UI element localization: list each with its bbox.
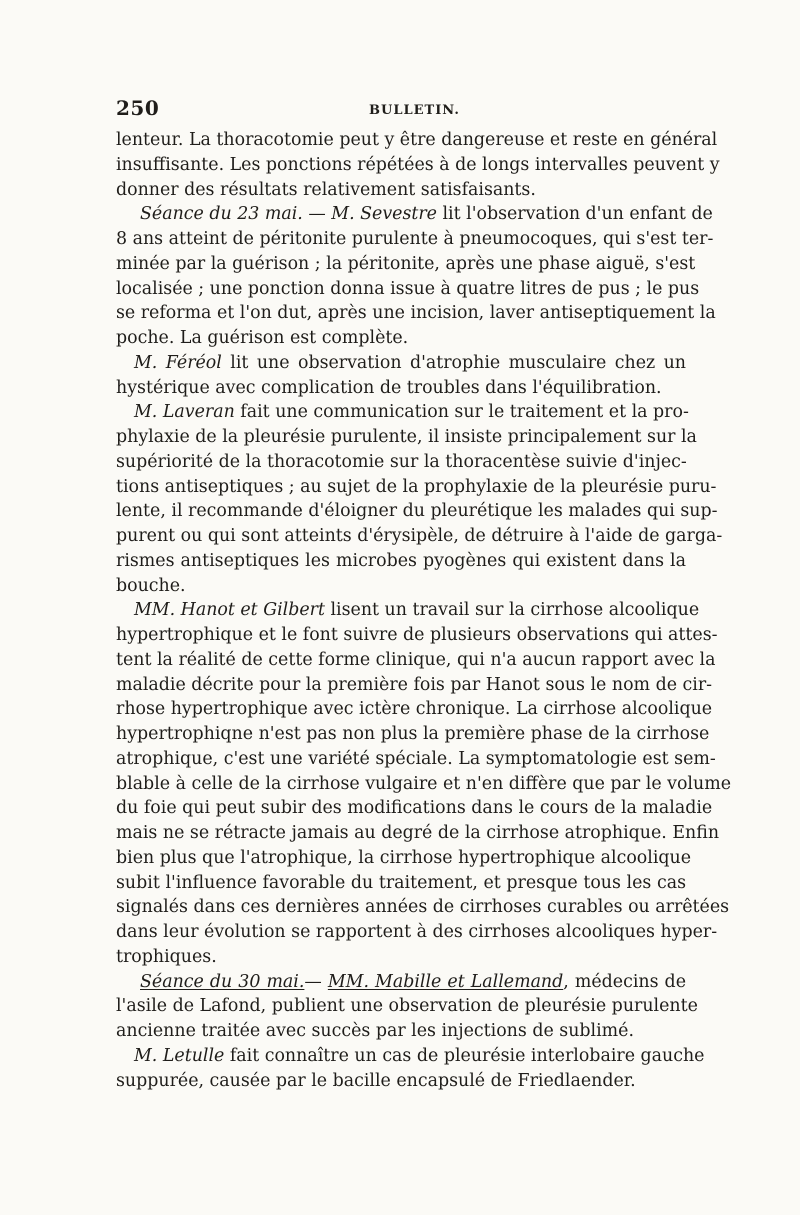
text-line: supériorité de la thoracotomie sur la thoracentèse suivie d'injec- — [116, 451, 687, 472]
running-head: BULLETIN. — [369, 103, 460, 118]
text-line: lenteur. La thoracotomie peut y être dangereuse et reste en général — [116, 130, 718, 150]
text-line: l'asile de Lafond, publient une observation de pleurésie purulente — [116, 996, 698, 1017]
text-line: maladie décrite pour la première fois par Hanot sous le nom de cir- — [116, 674, 713, 695]
text-line: du foie qui peut subir des modifications dans le cours de la maladie — [116, 798, 713, 819]
text-line: signalés dans ces dernières années de cirrhoses curables ou arrêtées — [116, 897, 730, 918]
text-line: rismes antiseptiques les microbes pyogènes qui existent dans la — [116, 550, 686, 571]
text-line: purent ou qui sont atteints d'érysipèle, de détruire à l'aide de garga- — [116, 526, 723, 546]
text-fragment: fait une communication sur le traitement et la pro- — [234, 402, 689, 423]
text-line: hypertrophiqne n'est pas non plus la première phase de la cirrhose — [116, 724, 710, 744]
text-line: 8 ans atteint de péritonite purulente à pneumocoques, qui s'est ter- — [116, 229, 714, 249]
text-line: blable à celle de la cirrhose vulgaire et n'en diffère que par le volume — [116, 773, 731, 794]
dash: — — [302, 204, 332, 225]
paragraph-first-line — [116, 400, 689, 425]
text-line: hypertrophique et le font suivre de plusieurs observations qui attes- — [116, 625, 718, 645]
text-line: se reforma et l'on dut, après une incision, laver antiseptiquement la — [116, 303, 716, 324]
speaker-name: M. Letulle — [134, 1045, 225, 1066]
text-line: donner des résultats relativement satisfaisants. — [116, 179, 536, 200]
text-line: localisée ; une ponction donna issue à quatre litres de pus ; le pus — [116, 278, 700, 299]
text-line: tent la réalité de cette forme clinique, qui n'a aucun rapport avec la — [116, 649, 716, 670]
text-line: phylaxie de la pleurésie purulente, il insiste principalement sur la — [116, 427, 697, 447]
text-fragment: lit l'observation d'un enfant de — [436, 204, 713, 225]
text-line: mais ne se rétracte jamais au degré de la cirrhose atrophique. Enfin — [116, 823, 720, 843]
text-fragment: fait connaître un cas de pleurésie interlobaire gauche — [224, 1045, 705, 1066]
text-line: lente, il recommande d'éloigner du pleurétique les malades qui sup- — [116, 501, 718, 522]
text-line: insuffisante. Les ponctions répétées à de longs intervalles peuvent y — [116, 154, 720, 175]
text-fragment: lit une observation d'atrophie musculaire chez un — [221, 352, 687, 373]
text-line: bien plus que l'atrophique, la cirrhose hypertrophique alcoolique — [116, 847, 692, 868]
text-line: bouche. — [116, 575, 186, 596]
paragraph-first-line — [116, 598, 700, 623]
text-line: rhose hypertrophique avec ictère chronique. La cirrhose alcoolique — [116, 699, 713, 720]
page-header — [116, 96, 686, 126]
text-line: tions antiseptiques ; au sujet de la prophylaxie de la pleurésie puru- — [116, 476, 717, 497]
paragraph-first-line — [116, 970, 686, 995]
speaker-name: M. Sevestre — [331, 204, 437, 225]
session-date: Séance du 23 mai. — [140, 204, 303, 225]
paragraph-first-line — [116, 1044, 705, 1069]
session-date: Séance du 30 mai. — [140, 971, 305, 992]
speaker-name: MM. Mabille et Lallemand — [327, 971, 564, 992]
body-text — [116, 128, 731, 1093]
text-line: atrophique, c'est une variété spéciale. La symptomatologie est sem- — [116, 748, 716, 769]
paragraph-first-line — [116, 351, 686, 376]
text-line: dans leur évolution se rapportent à des cirrhoses alcooliques hyper- — [116, 922, 718, 942]
text-fragment: lisent un travail sur la cirrhose alcoolique — [324, 600, 700, 621]
speaker-name: MM. Hanot et Gilbert — [134, 600, 325, 621]
text-line: trophiques. — [116, 946, 217, 967]
text-fragment: , médecins de — [563, 971, 686, 992]
speaker-name: M. Laveran — [134, 402, 235, 423]
page-number: 250 — [116, 96, 160, 120]
text-line: subit l'influence favorable du traitement, et presque tous les cas — [116, 872, 686, 893]
text-line: hystérique avec complication de troubles dans l'équilibration. — [116, 377, 662, 398]
text-line: minée par la guérison ; la péritonite, après une phase aiguë, s'est — [116, 253, 696, 274]
dash: — — [304, 971, 328, 992]
text-line: suppurée, causée par le bacille encapsulé de Friedlaender. — [116, 1070, 636, 1091]
text-line: ancienne traitée avec succès par les injections de sublimé. — [116, 1021, 634, 1041]
paragraph-first-line — [116, 202, 713, 227]
text-line: poche. La guérison est complète. — [116, 328, 409, 348]
speaker-name: M. Féréol — [134, 352, 222, 373]
